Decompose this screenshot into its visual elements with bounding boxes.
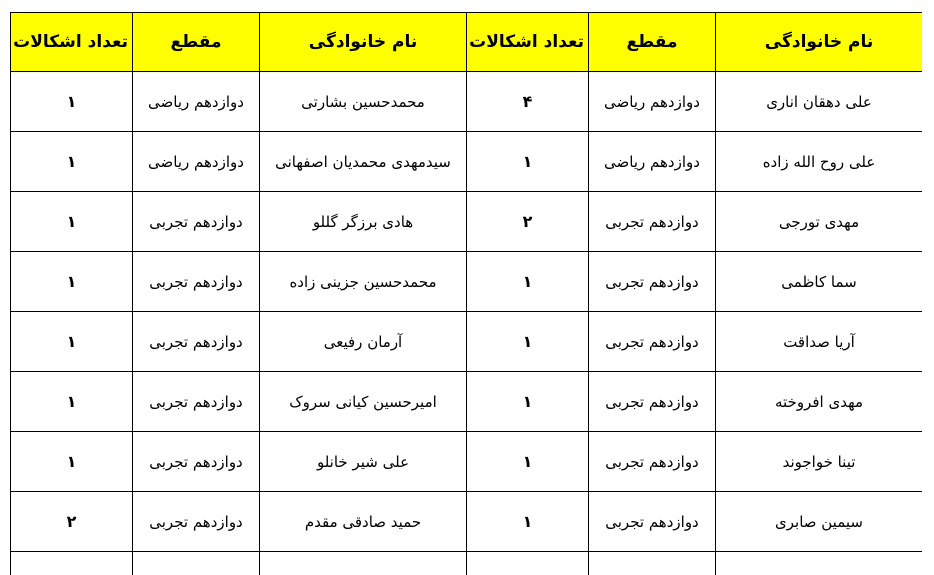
cell-name: محمدحسین بشارتی bbox=[260, 72, 467, 132]
table-row bbox=[11, 312, 923, 372]
cell-grade: دوازدهم ریاضی bbox=[589, 132, 716, 192]
cell-grade: دوازدهم تجربی bbox=[589, 492, 716, 552]
cell-empty bbox=[260, 552, 467, 575]
cell-count: ۱ bbox=[467, 432, 589, 492]
cell-name: سیدمهدی محمدیان اصفهانی bbox=[260, 132, 467, 192]
cell-grade: دوازدهم تجربی bbox=[589, 312, 716, 372]
header-family-name-right: نام خانوادگی bbox=[716, 13, 923, 72]
cell-name: سما کاظمی bbox=[716, 252, 923, 312]
cell-name: هادی برزگر گللو bbox=[260, 192, 467, 252]
document-page bbox=[10, 12, 922, 575]
header-row bbox=[11, 13, 923, 72]
cell-grade: دوازدهم تجربی bbox=[589, 192, 716, 252]
cell-empty bbox=[467, 552, 589, 575]
cell-grade: دوازدهم تجربی bbox=[133, 252, 260, 312]
cell-grade: دوازدهم تجربی bbox=[133, 312, 260, 372]
header-grade-left: مقطع bbox=[133, 13, 260, 72]
header-count-right: تعداد اشکالات bbox=[467, 13, 589, 72]
header-grade-right: مقطع bbox=[589, 13, 716, 72]
cell-name: علی دهقان اناری bbox=[716, 72, 923, 132]
cell-count: ۱ bbox=[467, 132, 589, 192]
cell-name: علی روح الله زاده bbox=[716, 132, 923, 192]
cell-name: آرمان رفیعی bbox=[260, 312, 467, 372]
cell-name: سیمین صابری bbox=[716, 492, 923, 552]
cell-empty bbox=[133, 552, 260, 575]
cell-count: ۴ bbox=[467, 72, 589, 132]
cell-count: ۱ bbox=[11, 192, 133, 252]
cell-grade: دوازدهم تجربی bbox=[133, 192, 260, 252]
cell-grade: دوازدهم تجربی bbox=[133, 372, 260, 432]
cell-empty bbox=[716, 552, 923, 575]
cell-count: ۱ bbox=[11, 132, 133, 192]
cell-grade: دوازدهم تجربی bbox=[589, 252, 716, 312]
cell-grade: دوازدهم تجربی bbox=[589, 372, 716, 432]
cell-count: ۱ bbox=[11, 72, 133, 132]
cell-name: آریا صداقت bbox=[716, 312, 923, 372]
cell-grade: دوازدهم تجربی bbox=[133, 432, 260, 492]
table-row bbox=[11, 372, 923, 432]
cell-name: محمدحسین جزینی زاده bbox=[260, 252, 467, 312]
table-row-partial bbox=[11, 552, 923, 575]
table-row bbox=[11, 432, 923, 492]
header-family-name-left: نام خانوادگی bbox=[260, 13, 467, 72]
cell-name: علی شیر خانلو bbox=[260, 432, 467, 492]
cell-name: مهدی تورجی bbox=[716, 192, 923, 252]
cell-name: تینا خواجوند bbox=[716, 432, 923, 492]
cell-grade: دوازدهم تجربی bbox=[133, 492, 260, 552]
cell-grade: دوازدهم ریاضی bbox=[133, 132, 260, 192]
cell-count: ۱ bbox=[467, 252, 589, 312]
cell-count: ۱ bbox=[467, 492, 589, 552]
cell-empty bbox=[11, 552, 133, 575]
cell-name: مهدی افروخته bbox=[716, 372, 923, 432]
cell-count: ۱ bbox=[11, 432, 133, 492]
results-table bbox=[10, 12, 922, 575]
cell-count: ۱ bbox=[11, 372, 133, 432]
cell-count: ۱ bbox=[467, 312, 589, 372]
table-row bbox=[11, 252, 923, 312]
cell-name: حمید صادقی مقدم bbox=[260, 492, 467, 552]
table-row bbox=[11, 492, 923, 552]
cell-count: ۲ bbox=[467, 192, 589, 252]
cell-count: ۲ bbox=[11, 492, 133, 552]
header-count-left: تعداد اشکالات bbox=[11, 13, 133, 72]
table-row bbox=[11, 192, 923, 252]
cell-grade: دوازدهم ریاضی bbox=[133, 72, 260, 132]
cell-count: ۱ bbox=[11, 312, 133, 372]
cell-name: امیرحسین کیانی سروک bbox=[260, 372, 467, 432]
cell-grade: دوازدهم تجربی bbox=[589, 432, 716, 492]
table-row bbox=[11, 132, 923, 192]
cell-grade: دوازدهم ریاضی bbox=[589, 72, 716, 132]
cell-empty bbox=[589, 552, 716, 575]
cell-count: ۱ bbox=[467, 372, 589, 432]
table-row bbox=[11, 72, 923, 132]
cell-count: ۱ bbox=[11, 252, 133, 312]
